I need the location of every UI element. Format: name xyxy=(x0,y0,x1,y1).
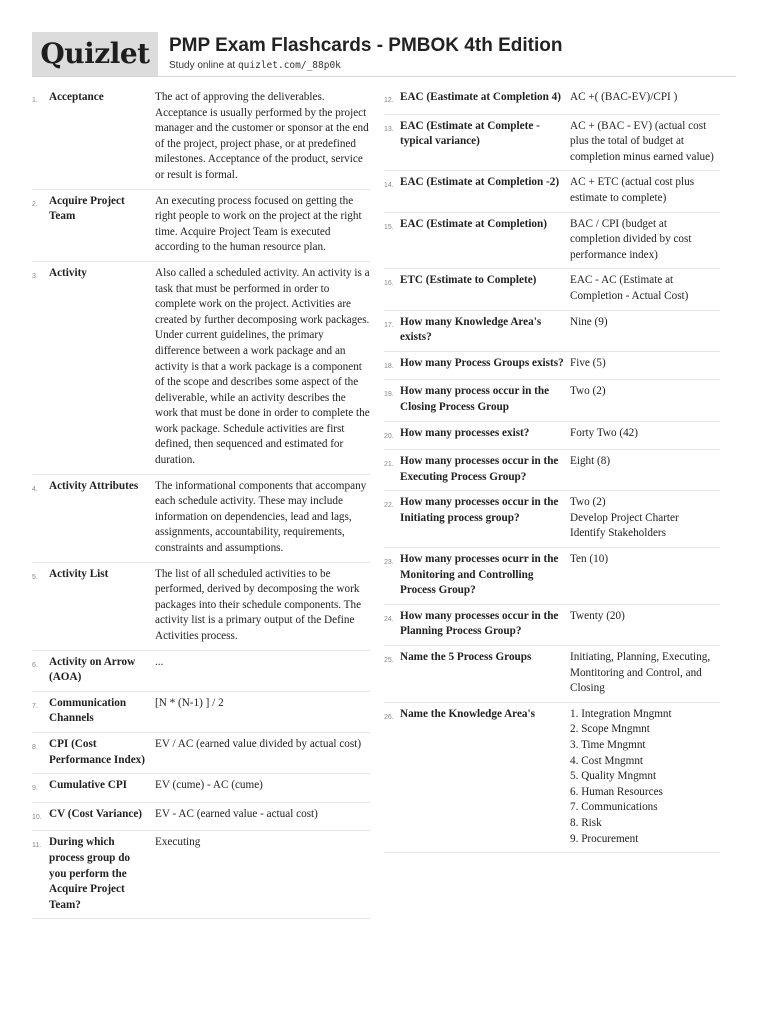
flashcard-row xyxy=(32,86,370,190)
flashcard-row xyxy=(384,491,720,548)
card-definition: Nine (9) xyxy=(570,315,608,328)
card-term: Activity Attributes xyxy=(49,479,139,492)
card-term: How many Knowledge Area's exists? xyxy=(400,315,542,344)
card-number: 12. xyxy=(384,97,394,104)
card-number: 2. xyxy=(32,200,38,208)
flashcard-row xyxy=(32,803,370,832)
card-definition: AC + (BAC - EV) (actual cost plus the total of budget at completion minus earned value) xyxy=(570,119,714,163)
flashcard-row xyxy=(32,262,370,475)
card-number: 11. xyxy=(32,842,42,850)
card-number: 25. xyxy=(384,657,394,665)
flashcard-row xyxy=(384,86,720,115)
card-term: Acquire Project Team xyxy=(49,194,125,223)
card-definition: EAC - AC (Estimate at Completion - Actual Cost) xyxy=(570,274,689,302)
card-number: 22. xyxy=(384,502,394,510)
card-definition: Two (2) Develop Project Charter Identify Stakeholders xyxy=(570,496,679,540)
card-term: Cumulative CPI xyxy=(49,779,128,792)
card-definition: EV / AC (earned value divided by actual cost) xyxy=(155,737,362,750)
card-number: 26. xyxy=(384,713,394,721)
card-definition: AC +( (BAC-EV)/CPI ) xyxy=(570,91,678,103)
card-definition: Five (5) xyxy=(570,356,606,369)
card-number: 13. xyxy=(384,125,394,133)
card-term: EAC (Estimate at Completion) xyxy=(400,217,547,230)
card-definition: The act of approving the deliverables. Acceptance is usually performed by the project manager and the customer or sponsor at the end of the project, project phase, or at predefined milestones. Acceptance of the product, service or result is formal. xyxy=(155,91,369,181)
flashcard-row xyxy=(32,190,370,262)
card-definition: Eight (8) xyxy=(570,455,611,468)
page-title: PMP Exam Flashcards - PMBOK 4th Edition xyxy=(169,35,563,56)
card-definition: Also called a scheduled activity. An activity is a task that must be performed in order to complete work on the project. Activities are created by further decomposing work packages. Under current guidelines, the primary difference between a work package and an activity is that a work package is a component of the scope and describes some aspect of the deliverable, while an activity describes the work that must be done in order to complete the work package. Schedule activities are first defined, then sequenced and estimated for duration. xyxy=(155,266,370,467)
card-number: 8. xyxy=(32,743,38,751)
flashcard-row xyxy=(384,352,720,381)
flashcard-row xyxy=(384,115,720,172)
flashcard-row xyxy=(32,692,370,733)
flashcard-row xyxy=(384,450,720,491)
card-number: 16. xyxy=(384,280,394,288)
flashcard-row xyxy=(384,422,720,451)
card-definition: 1. Integration Mngmnt 2. Scope Mngmnt 3. Time Mngmnt 4. Cost Mngmnt 5. Quality Mngmnt 6. Human Resources 7. Communications 8. Risk 9. Procurement xyxy=(570,707,672,845)
flashcard-row xyxy=(384,380,720,421)
flashcard-row xyxy=(32,563,370,651)
card-number: 7. xyxy=(32,702,38,710)
flashcard-row xyxy=(384,269,720,310)
card-term: How many processes occur in the Initiating process group? xyxy=(400,496,559,524)
card-definition: Two (2) xyxy=(570,385,606,398)
card-term: Communication Channels xyxy=(49,696,127,725)
card-definition: The list of all scheduled activities to be performed, derived by decomposing the work packages into their schedule components. The activity list is a primary output of the Define Activities process. xyxy=(155,567,362,642)
card-term: Activity on Arrow (AOA) xyxy=(49,655,136,684)
flashcard-row xyxy=(32,774,370,803)
card-term: Name the Knowledge Area's xyxy=(400,707,535,720)
card-definition: [N * (N-1) ] / 2 xyxy=(155,696,224,709)
card-term: During which process group do you perform the Acquire Project Team? xyxy=(49,836,131,911)
flashcard-row xyxy=(384,213,720,270)
card-term: How many process occur in the Closing Process Group xyxy=(400,385,550,413)
flashcard-row xyxy=(384,311,720,352)
flashcard-row xyxy=(32,831,370,919)
card-term: EAC (Estimate at Complete - typical variance) xyxy=(400,119,540,148)
card-term: How many Process Groups exists? xyxy=(400,356,564,369)
card-term: How many processes ocurr in the Monitoring and Controlling Process Group? xyxy=(400,553,559,597)
study-online-label: Study online at xyxy=(169,60,238,71)
card-term: Activity List xyxy=(49,567,109,580)
flashcard-row xyxy=(384,703,720,853)
card-definition: Initiating, Planning, Executing, Montitoring and Control, and Closing xyxy=(570,651,711,695)
card-term: CPI (Cost Performance Index) xyxy=(49,737,145,766)
card-definition: AC + ETC (actual cost plus estimate to complete) xyxy=(570,176,695,204)
page-header xyxy=(32,32,736,77)
card-term: ETC (Estimate to Complete) xyxy=(400,274,537,287)
card-term: How many processes occur in the Executing Process Group? xyxy=(400,455,559,483)
card-definition: Twenty (20) xyxy=(570,609,625,622)
card-number: 3. xyxy=(32,272,38,280)
flashcard-column-left xyxy=(32,86,370,919)
card-number: 17. xyxy=(384,321,394,329)
flashcard-column-right xyxy=(384,86,720,853)
flashcard-row xyxy=(384,605,720,646)
card-term: CV (Cost Variance) xyxy=(49,807,143,820)
card-term: How many processes exist? xyxy=(400,426,530,439)
card-number: 1. xyxy=(32,97,38,104)
card-number: 9. xyxy=(32,785,38,793)
card-definition: Forty Two (42) xyxy=(570,426,638,439)
card-definition: An executing process focused on getting the right people to work on the project at the right time. Acquire Project Team is executed according to the human resource plan. xyxy=(155,194,362,254)
card-term: How many processes occur in the Planning Process Group? xyxy=(400,609,559,638)
card-definition: EV - AC (earned value - actual cost) xyxy=(155,807,318,820)
card-definition: Ten (10) xyxy=(570,553,609,566)
flashcard-row xyxy=(384,548,720,605)
card-definition: EV (cume) - AC (cume) xyxy=(155,779,263,792)
card-number: 6. xyxy=(32,661,38,669)
card-definition: ... xyxy=(155,655,164,668)
card-term: EAC (Eastimate at Completion 4) xyxy=(400,91,561,103)
card-definition: BAC / CPI (budget at completion divided by cost performance index) xyxy=(570,217,692,261)
card-number: 5. xyxy=(32,573,38,581)
card-number: 14. xyxy=(384,182,394,190)
card-term: EAC (Estimate at Completion -2) xyxy=(400,176,560,189)
card-term: Activity xyxy=(49,266,87,279)
card-number: 19. xyxy=(384,391,394,399)
flashcard-row xyxy=(32,651,370,692)
card-definition: Executing xyxy=(155,836,201,849)
card-number: 4. xyxy=(32,485,38,493)
study-online-link[interactable]: quizlet.com/_88p0k xyxy=(237,60,341,71)
flashcard-row xyxy=(32,475,370,563)
flashcard-row xyxy=(384,171,720,212)
card-number: 20. xyxy=(384,432,394,440)
card-term: Acceptance xyxy=(49,91,104,103)
card-number: 23. xyxy=(384,559,394,567)
study-online-line xyxy=(169,60,341,71)
quizlet-logo[interactable]: Quizlet xyxy=(32,32,158,76)
card-number: 24. xyxy=(384,615,394,623)
card-number: 15. xyxy=(384,223,394,231)
card-number: 10. xyxy=(32,813,42,821)
card-definition: The informational components that accompany each schedule activity. These may include information on dependencies, lead and lags, assignments, accountability, requirements, constraints and assumptions. xyxy=(155,479,367,555)
flashcard-row xyxy=(384,646,720,703)
card-number: 18. xyxy=(384,362,394,370)
flashcard-row xyxy=(32,733,370,774)
card-number: 21. xyxy=(384,461,394,469)
card-term: Name the 5 Process Groups xyxy=(400,651,532,664)
